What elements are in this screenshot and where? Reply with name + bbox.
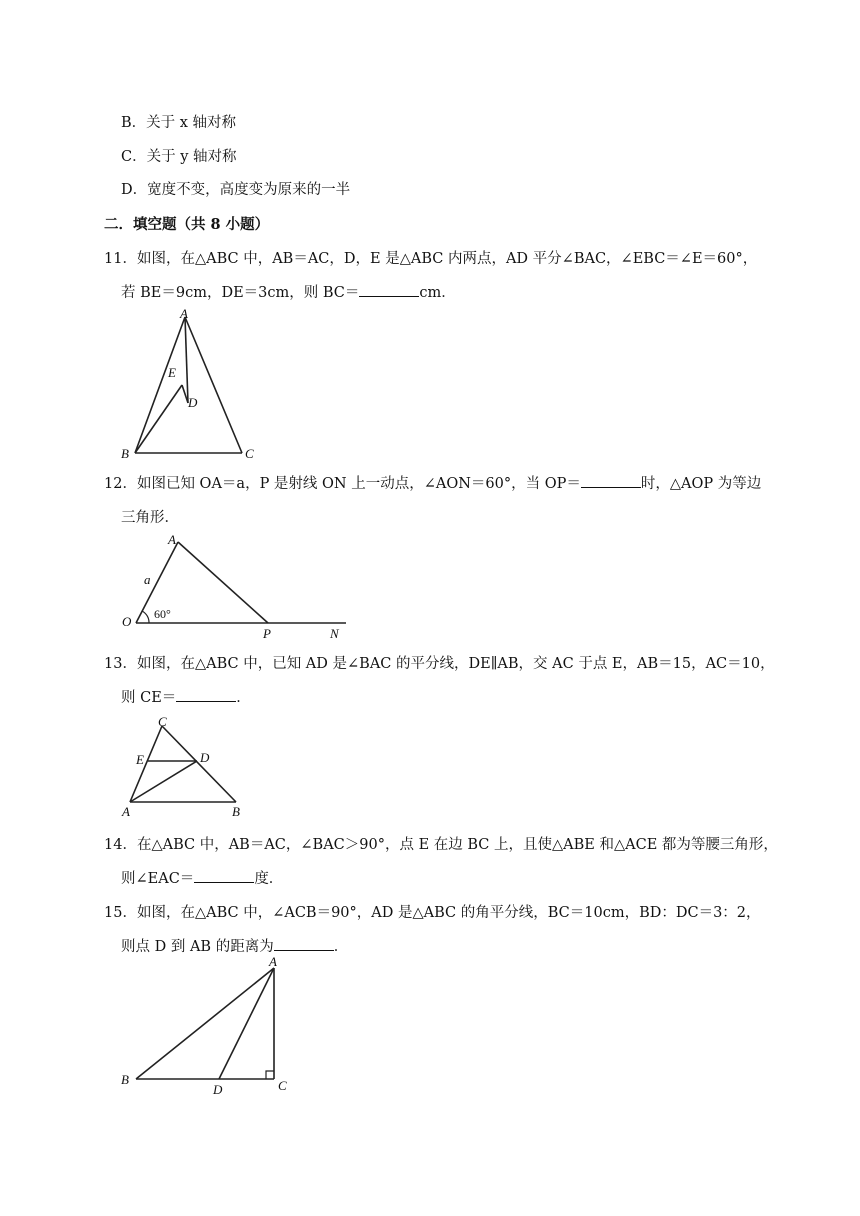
q12-line1: 12．如图已知 OA＝a，P 是射线 ON 上一动点，∠AON＝60°，当 OP＝ 时，△AOP 为等边 xyxy=(104,472,761,493)
q14-line2: 则∠EAC＝ 度． xyxy=(121,867,283,888)
q13-label-c: C xyxy=(158,714,167,729)
q12-label-a: A xyxy=(168,532,176,547)
q15-label-c: C xyxy=(278,1078,287,1093)
q11-label-d: D xyxy=(188,395,198,410)
q13-label-e: E xyxy=(136,752,144,767)
q15-blank[interactable] xyxy=(274,936,334,951)
q15-figure xyxy=(118,954,298,1100)
q11-line1: 11．如图，在△ABC 中，AB＝AC，D，E 是△ABC 内两点，AD 平分∠BAC，∠EBC＝∠E＝60°， xyxy=(104,251,758,267)
q12-label-side: a xyxy=(144,572,151,587)
q13-line1: 13．如图，在△ABC 中，已知 AD 是∠BAC 的平分线，DE∥AB，交 AC 于点 E，AB＝15，AC＝10， xyxy=(104,656,775,672)
q15-label-a: A xyxy=(269,954,277,969)
q14-blank[interactable] xyxy=(194,868,254,883)
q15-label-d: D xyxy=(213,1082,223,1097)
q11-figure xyxy=(118,305,258,465)
q12-label-o: O xyxy=(122,614,132,629)
q15-line2: 则点 D 到 AB 的距离为 ． xyxy=(121,935,348,956)
q15-line1: 15．如图，在△ABC 中，∠ACB＝90°，AD 是△ABC 的角平分线，BC＝10cm，BD：DC＝3：2， xyxy=(104,905,761,921)
q12-label-angle: 60° xyxy=(154,607,171,621)
q12-blank[interactable] xyxy=(581,473,641,488)
q13-label-b: B xyxy=(232,804,240,819)
q13-line2: 则 CE＝ ． xyxy=(121,686,251,707)
q14-line1: 14．在△ABC 中，AB＝AC，∠BAC＞90°，点 E 在边 BC 上，且使△ABE 和△ACE 都为等腰三角形， xyxy=(104,837,778,853)
section-title: 二．填空题（共 8 小题） xyxy=(104,216,270,233)
option-c: C．关于 y 轴对称 xyxy=(121,149,237,165)
q13-label-a: A xyxy=(122,804,130,819)
option-d: D．宽度不变，高度变为原来的一半 xyxy=(121,182,351,198)
q13-blank[interactable] xyxy=(176,687,236,702)
q12-label-n: N xyxy=(330,626,339,641)
q11-label-e: E xyxy=(168,365,176,380)
q11-label-a: A xyxy=(180,306,188,321)
q12-figure xyxy=(118,530,353,642)
q13-figure xyxy=(118,712,253,820)
q11-line2: 若 BE＝9cm，DE＝3cm，则 BC＝ cm． xyxy=(121,281,456,302)
q11-label-c: C xyxy=(245,446,254,461)
q13-label-d: D xyxy=(200,750,210,765)
q11-blank[interactable] xyxy=(359,282,419,297)
q12-line2: 三角形． xyxy=(121,510,179,526)
q15-label-b: B xyxy=(121,1072,129,1087)
q12-label-p: P xyxy=(263,626,271,641)
q11-label-b: B xyxy=(121,446,129,461)
option-b: B．关于 x 轴对称 xyxy=(121,115,237,131)
